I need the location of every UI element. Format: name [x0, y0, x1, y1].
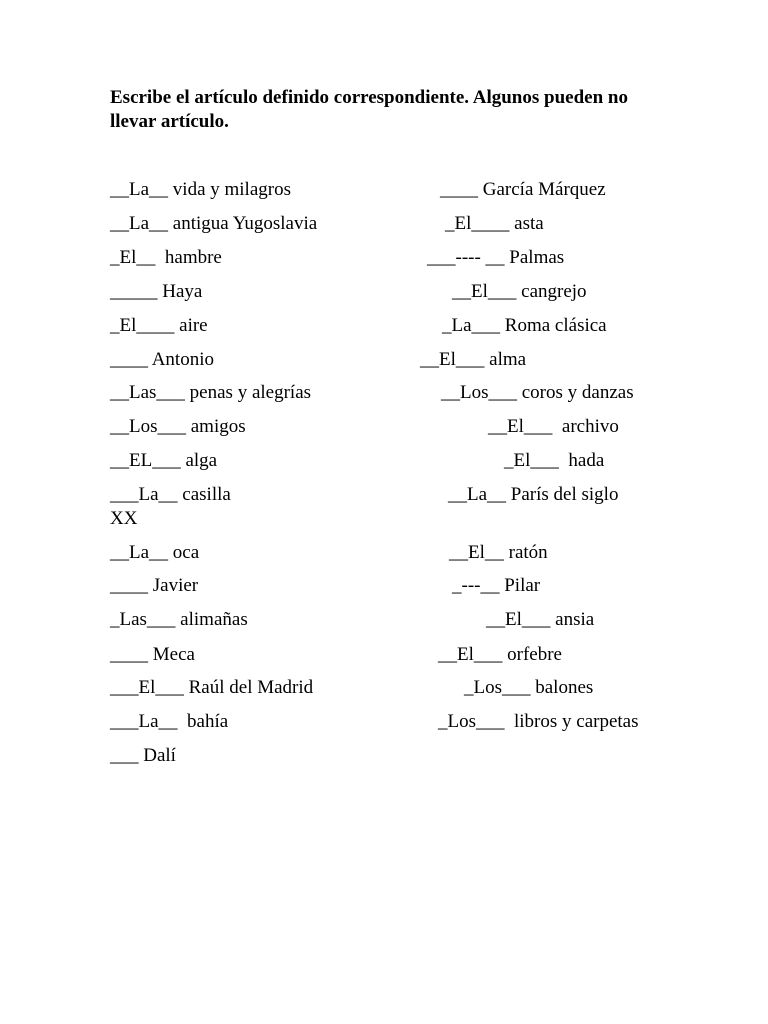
right-item-10: __La__ París del siglo — [448, 484, 619, 505]
right-item-11: __El__ ratón — [449, 542, 548, 563]
left-item-2: __La__ antigua Yugoslavia — [110, 213, 318, 234]
left-item-11: __La__ oca — [110, 542, 200, 563]
left-item-13: _Las___ alimañas — [110, 609, 248, 630]
left-item-16: ___La__ bahía — [110, 711, 229, 732]
right-item-5: _La___ Roma clásica — [442, 315, 607, 336]
right-item-8: __El___ archivo — [488, 416, 619, 437]
right-item-12: _---__ Pilar — [452, 575, 541, 596]
left-item-6: ____ Antonio — [110, 349, 214, 370]
left-item-14: ____ Meca — [110, 644, 195, 665]
right-item-2: _El____ asta — [445, 213, 544, 234]
left-item-17: ___ Dalí — [110, 745, 176, 766]
left-item-10: ___La__ casilla — [110, 484, 231, 505]
right-item-13: __El___ ansia — [486, 609, 595, 630]
right-item-1: ____ García Márquez — [440, 179, 606, 200]
right-item-6: __El___ alma — [420, 349, 527, 370]
left-item-8: __Los___ amigos — [110, 416, 246, 437]
left-item-15: ___El___ Raúl del Madrid — [110, 677, 314, 698]
right-item-14: __El___ orfebre — [438, 644, 562, 665]
left-item-12: ____ Javier — [110, 575, 199, 596]
right-item-9: _El___ hada — [504, 450, 605, 471]
left-item-3: _El__ hambre — [110, 247, 222, 268]
right-item-3: ___---- __ Palmas — [427, 247, 565, 268]
instructions-heading: Escribe el artículo definido correspondiente. Algunos pueden no llevar artículo. — [110, 87, 628, 132]
left-item-7: __Las___ penas y alegrías — [110, 382, 312, 403]
left-item-5: _El____ aire — [110, 315, 208, 336]
left-item-4: _____ Haya — [110, 281, 203, 302]
right-item-16: _Los___ libros y carpetas — [438, 711, 639, 732]
right-item-4: __El___ cangrejo — [452, 281, 587, 302]
left-item-9: __EL___ alga — [110, 450, 218, 471]
right-item-15: _Los___ balones — [464, 677, 594, 698]
right-item-7: __Los___ coros y danzas — [441, 382, 634, 403]
left-item-10-continuation: XX — [110, 508, 138, 529]
left-item-1: __La__ vida y milagros — [110, 179, 291, 200]
